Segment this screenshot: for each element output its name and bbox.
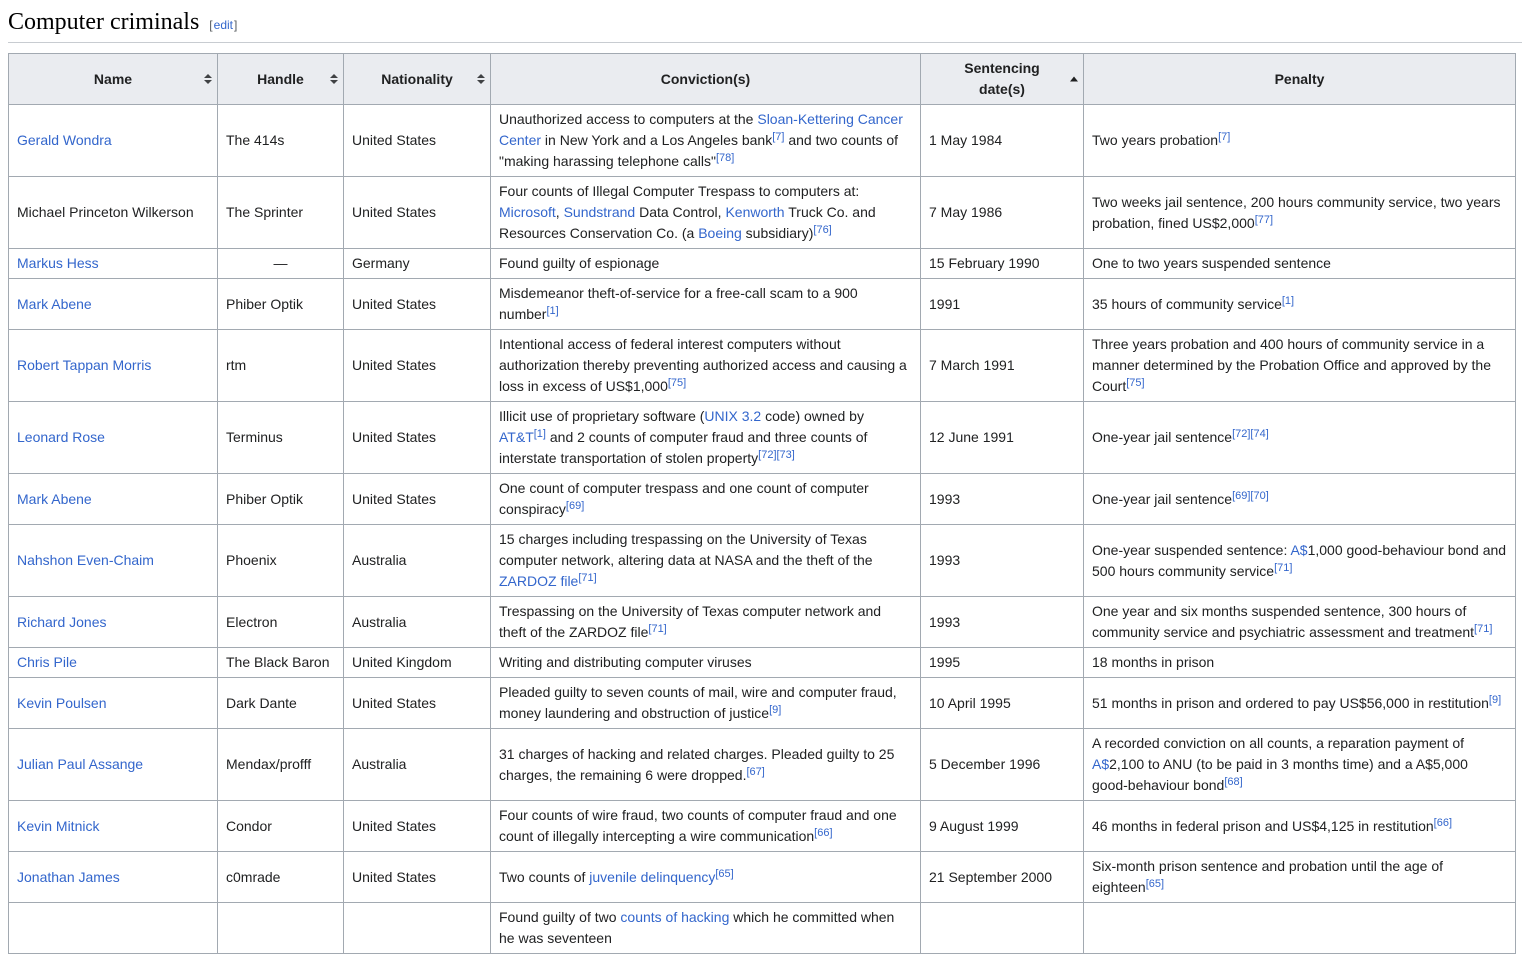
sentencing-date-cell: [921, 903, 1084, 954]
nationality-cell: United States: [344, 474, 491, 525]
penalty-cell: [1084, 330, 1516, 402]
footnote-ref[interactable]: [67]: [746, 765, 765, 778]
nationality-cell: United States: [344, 402, 491, 474]
person-link[interactable]: Leonard Rose: [17, 429, 105, 445]
text-run: Four counts of wire fraud, two counts of computer fraud and one count of illegally intercepting a wire communication: [499, 807, 897, 844]
sentencing-date-cell: 5 December 1996: [921, 729, 1084, 801]
person-link[interactable]: Gerald Wondra: [17, 132, 112, 148]
penalty-cell: [1084, 852, 1516, 903]
handle-cell: rtm: [218, 330, 344, 402]
column-header-conviction-s: [491, 54, 921, 105]
nationality-cell: [344, 903, 491, 954]
column-header-label: Nationality: [381, 70, 453, 87]
table-row: [9, 678, 1516, 729]
text-run: and 2 counts of computer fraud and three counts of interstate transportation of stolen property: [499, 429, 868, 466]
footnote-ref[interactable]: [9]: [769, 704, 782, 716]
text-run: Intentional access of federal interest computers without authorization thereby preventing authorized access and causing a loss in excess of US$1,000: [499, 336, 907, 394]
inline-link[interactable]: ZARDOZ file: [499, 573, 579, 589]
text-run: Two years probation: [1092, 132, 1219, 148]
conviction-cell: [491, 402, 921, 474]
handle-cell: —: [218, 249, 344, 279]
name-cell: [9, 474, 218, 525]
footnote-ref[interactable]: [1]: [1281, 294, 1295, 307]
sentencing-date-cell: 12 June 1991: [921, 402, 1084, 474]
table-row: [9, 729, 1516, 801]
sentencing-date-cell: 21 September 2000: [921, 852, 1084, 903]
table-row: [9, 525, 1516, 597]
footnote-ref[interactable]: [78]: [715, 152, 735, 164]
table-row: [9, 105, 1516, 177]
handle-cell: c0mrade: [218, 852, 344, 903]
sentencing-date-cell: 1995: [921, 648, 1084, 678]
inline-link[interactable]: counts of hacking: [620, 909, 730, 925]
name-cell: [9, 852, 218, 903]
table-row: [9, 402, 1516, 474]
footnote-ref[interactable]: [77]: [1254, 213, 1274, 226]
footnote-ref[interactable]: [68]: [1224, 776, 1243, 788]
person-link[interactable]: Robert Tappan Morris: [17, 357, 152, 373]
penalty-cell: [1084, 402, 1516, 474]
text-run: in New York and a Los Angeles bank: [541, 132, 773, 148]
conviction-cell: [491, 279, 921, 330]
text-run: 15 charges including trespassing on the University of Texas computer network, altering data at NASA and the theft of the: [499, 531, 873, 568]
person-link[interactable]: Nahshon Even-Chaim: [17, 552, 154, 568]
column-header-handle[interactable]: [218, 54, 344, 105]
name-cell: [9, 249, 218, 279]
text-run: Four counts of Illegal Computer Trespass to computers at:: [499, 183, 860, 199]
nationality-cell: United States: [344, 105, 491, 177]
handle-cell: Phiber Optik: [218, 474, 344, 525]
nationality-cell: United Kingdom: [344, 648, 491, 678]
name-cell: [9, 597, 218, 648]
footnote-ref[interactable]: [75]: [1126, 377, 1145, 389]
column-header-label: Name: [93, 70, 133, 87]
penalty-cell: [1084, 801, 1516, 852]
text-run: Two counts of: [499, 868, 590, 885]
conviction-cell: [491, 249, 921, 279]
table-row: [9, 330, 1516, 402]
inline-link[interactable]: Sundstrand: [563, 204, 636, 220]
text-run: Data Control,: [635, 204, 726, 220]
person-link[interactable]: Markus Hess: [17, 255, 99, 271]
handle-cell: Phoenix: [218, 525, 344, 597]
inline-link[interactable]: Boeing: [698, 225, 742, 241]
text-run: and two counts of "making harassing telephone calls": [499, 132, 899, 169]
footnote-ref[interactable]: [72][73]: [758, 449, 795, 461]
footnote-ref[interactable]: [66]: [1433, 816, 1453, 829]
person-link[interactable]: Chris Pile: [17, 654, 77, 670]
page-title-heading: [8, 8, 1522, 43]
person-link[interactable]: Mark Abene: [17, 490, 92, 507]
handle-cell: Mendax/profff: [218, 729, 344, 801]
penalty-cell: [1084, 729, 1516, 801]
inline-link[interactable]: Sloan-Kettering Cancer Center: [499, 111, 903, 148]
text-run: One year and six months suspended sentence, 300 hours of community service and psychiatric assessment and treatment: [1092, 603, 1475, 640]
conviction-cell: [491, 678, 921, 729]
inline-link[interactable]: Kenworth: [725, 204, 785, 220]
penalty-cell: [1084, 648, 1516, 678]
sort-icon: [330, 74, 338, 84]
sentencing-date-cell: 10 April 1995: [921, 678, 1084, 729]
text-run: Found guilty of two: [499, 909, 621, 925]
text-run: One-year jail sentence: [1092, 429, 1233, 445]
name-cell: [9, 105, 218, 177]
table-row: [9, 249, 1516, 279]
penalty-cell: [1084, 279, 1516, 330]
conviction-cell: [491, 525, 921, 597]
handle-cell: The Sprinter: [218, 177, 344, 249]
table-row: [9, 279, 1516, 330]
footnote-ref[interactable]: [7]: [772, 131, 785, 143]
text-run: 18 months in prison: [1092, 654, 1215, 670]
footnote-ref[interactable]: [7]: [1218, 131, 1231, 143]
name-cell: [9, 177, 218, 249]
handle-cell: Electron: [218, 597, 344, 648]
column-header-label: Penalty: [1274, 70, 1325, 87]
footnote-ref[interactable]: [71]: [1474, 623, 1493, 635]
edit-open-bracket: [: [209, 18, 213, 32]
sentencing-date-cell: 1993: [921, 474, 1084, 525]
handle-cell: Dark Dante: [218, 678, 344, 729]
inline-link[interactable]: A$: [1290, 541, 1308, 558]
handle-cell: The 414s: [218, 105, 344, 177]
inline-link[interactable]: Microsoft: [499, 204, 556, 220]
text-run: One to two years suspended sentence: [1092, 255, 1331, 271]
inline-link[interactable]: juvenile delinquency: [589, 868, 716, 885]
text-run: 2,100 to ANU (to be paid in 3 months time) and a A$5,000 good-behaviour bond: [1092, 756, 1468, 793]
text-run: One-year jail sentence: [1092, 490, 1233, 507]
column-header-sentencing-date-s[interactable]: [921, 54, 1084, 105]
text-run: 35 hours of community service: [1092, 295, 1282, 312]
name-cell: [9, 525, 218, 597]
inline-link[interactable]: UNIX 3.2: [704, 408, 762, 424]
nationality-cell: United States: [344, 852, 491, 903]
table-header-row: [9, 54, 1516, 105]
person-link[interactable]: Kevin Poulsen: [17, 694, 107, 711]
text-run: Two weeks jail sentence, 200 hours community service, two years probation, fined US$2,000: [1092, 193, 1501, 231]
penalty-cell: [1084, 678, 1516, 729]
conviction-cell: [491, 801, 921, 852]
column-header-label: Sentencing date(s): [964, 60, 1040, 97]
handle-cell: [218, 903, 344, 954]
nationality-cell: Australia: [344, 597, 491, 648]
penalty-cell: [1084, 525, 1516, 597]
name-cell: [9, 279, 218, 330]
table-row: [9, 597, 1516, 648]
handle-cell: Condor: [218, 801, 344, 852]
nationality-cell: United States: [344, 801, 491, 852]
name-cell: [9, 330, 218, 402]
handle-cell: Terminus: [218, 402, 344, 474]
nationality-cell: Australia: [344, 729, 491, 801]
text-run: 31 charges of hacking and related charges. Pleaded guilty to 25 charges, the remaining 6 were dropped.: [499, 745, 895, 783]
text-run: code) owned by: [761, 408, 864, 424]
text-run: Found guilty of espionage: [499, 255, 660, 271]
penalty-cell: [1084, 177, 1516, 249]
conviction-cell: [491, 729, 921, 801]
inline-link[interactable]: AT&T: [499, 429, 534, 445]
name-cell: [9, 402, 218, 474]
name-cell: [9, 903, 218, 954]
footnote-ref[interactable]: [71]: [1274, 561, 1293, 574]
penalty-cell: [1084, 105, 1516, 177]
penalty-cell: [1084, 249, 1516, 279]
person-link[interactable]: Mark Abene: [17, 295, 92, 312]
text-run: Trespassing on the University of Texas computer network and theft of the ZARDOZ file: [499, 603, 882, 640]
footnote-ref[interactable]: [71]: [578, 572, 597, 584]
sentencing-date-cell: 7 May 1986: [921, 177, 1084, 249]
edit-section: [209, 18, 237, 32]
text-run: Truck Co. and Resources Conservation Co. (a: [499, 204, 876, 241]
page-title: Computer criminals: [8, 9, 200, 35]
table-row-partial: [9, 903, 1516, 954]
handle-cell: Phiber Optik: [218, 279, 344, 330]
footnote-ref[interactable]: [69]: [565, 500, 585, 512]
sentencing-date-cell: 7 March 1991: [921, 330, 1084, 402]
nationality-cell: United States: [344, 177, 491, 249]
name-cell: [9, 678, 218, 729]
person-link[interactable]: Julian Paul Assange: [17, 756, 144, 772]
footnote-ref[interactable]: [71]: [648, 623, 667, 635]
nationality-cell: United States: [344, 330, 491, 402]
text-run: ,: [555, 204, 564, 220]
text-run: Writing and distributing computer viruses: [499, 654, 752, 670]
sentencing-date-cell: 1991: [921, 279, 1084, 330]
footnote-ref[interactable]: [66]: [814, 827, 833, 839]
person-link[interactable]: Richard Jones: [17, 613, 107, 630]
nationality-cell: United States: [344, 678, 491, 729]
edit-close-bracket: ]: [234, 18, 238, 32]
footnote-ref[interactable]: [1]: [533, 428, 546, 440]
person-name: Michael Princeton Wilkerson: [17, 204, 194, 220]
text-run: Six-month prison sentence and probation until the age of eighteen: [1092, 858, 1444, 895]
footnote-ref[interactable]: [65]: [1145, 878, 1165, 890]
conviction-cell: [491, 597, 921, 648]
sentencing-date-cell: 9 August 1999: [921, 801, 1084, 852]
footnote-ref[interactable]: [65]: [715, 867, 734, 880]
nationality-cell: Germany: [344, 249, 491, 279]
name-cell: [9, 648, 218, 678]
text-run: One-year suspended sentence:: [1092, 541, 1291, 558]
conviction-cell: [491, 105, 921, 177]
name-cell: [9, 729, 218, 801]
text-run: 51 months in prison and ordered to pay US$56,000 in restitution: [1092, 694, 1489, 711]
conviction-cell: [491, 852, 921, 903]
text-run: One count of computer trespass and one count of computer conspiracy: [499, 480, 869, 517]
sentencing-date-cell: 1993: [921, 525, 1084, 597]
text-run: subsidiary): [741, 225, 814, 241]
footnote-ref[interactable]: [1]: [546, 305, 559, 317]
person-link[interactable]: Kevin Mitnick: [17, 817, 100, 834]
penalty-cell: [1084, 597, 1516, 648]
table-row: [9, 648, 1516, 678]
conviction-cell: [491, 474, 921, 525]
text-run: 46 months in federal prison and US$4,125 in restitution: [1092, 817, 1434, 834]
table-row: [9, 801, 1516, 852]
inline-link[interactable]: A$: [1092, 756, 1110, 772]
conviction-cell: [491, 648, 921, 678]
column-header-penalty: [1084, 54, 1516, 105]
footnote-ref[interactable]: [76]: [813, 224, 832, 236]
column-header-nationality[interactable]: [344, 54, 491, 105]
sort-icon: [204, 74, 212, 84]
person-link[interactable]: Jonathan James: [17, 868, 120, 885]
conviction-cell: [491, 330, 921, 402]
text-run: Illicit use of proprietary software (: [499, 408, 705, 424]
sentencing-date-cell: 1 May 1984: [921, 105, 1084, 177]
footnote-ref[interactable]: [72][74]: [1232, 428, 1269, 440]
column-header-label: Conviction(s): [660, 70, 751, 87]
conviction-cell: [491, 903, 921, 954]
text-run: 1,000 good-behaviour bond and 500 hours community service: [1092, 541, 1507, 579]
text-run: Unauthorized access to computers at the: [499, 111, 758, 127]
handle-cell: The Black Baron: [218, 648, 344, 678]
text-run: Three years probation and 400 hours of community service in a manner determined by the Probation Office and approved by the Court: [1092, 336, 1491, 394]
nationality-cell: United States: [344, 279, 491, 330]
footnote-ref[interactable]: [9]: [1488, 693, 1502, 706]
footnote-ref[interactable]: [69][70]: [1232, 489, 1269, 502]
sentencing-date-cell: 1993: [921, 597, 1084, 648]
nationality-cell: Australia: [344, 525, 491, 597]
footnote-ref[interactable]: [75]: [667, 377, 687, 389]
name-cell: [9, 801, 218, 852]
penalty-cell: [1084, 903, 1516, 954]
text-run: Pleaded guilty to seven counts of mail, wire and computer fraud, money laundering and obstruction of justice: [499, 684, 897, 721]
sort-icon: [477, 74, 485, 84]
column-header-label: Handle: [257, 70, 304, 87]
text-run: Misdemeanor theft-of-service for a free-call scam to a 900 number: [499, 285, 858, 322]
table-row: [9, 177, 1516, 249]
sentencing-date-cell: 15 February 1990: [921, 249, 1084, 279]
conviction-cell: [491, 177, 921, 249]
penalty-cell: [1084, 474, 1516, 525]
text-run: which he committed when he was seventeen: [499, 909, 895, 946]
computer-criminals-table: [8, 53, 1516, 954]
sort-ascending-icon: [1070, 77, 1078, 82]
table-row: [9, 474, 1516, 525]
edit-link[interactable]: edit: [213, 18, 233, 32]
column-header-name[interactable]: [9, 54, 218, 105]
table-row: [9, 852, 1516, 903]
text-run: A recorded conviction on all counts, a reparation payment of: [1092, 735, 1464, 751]
